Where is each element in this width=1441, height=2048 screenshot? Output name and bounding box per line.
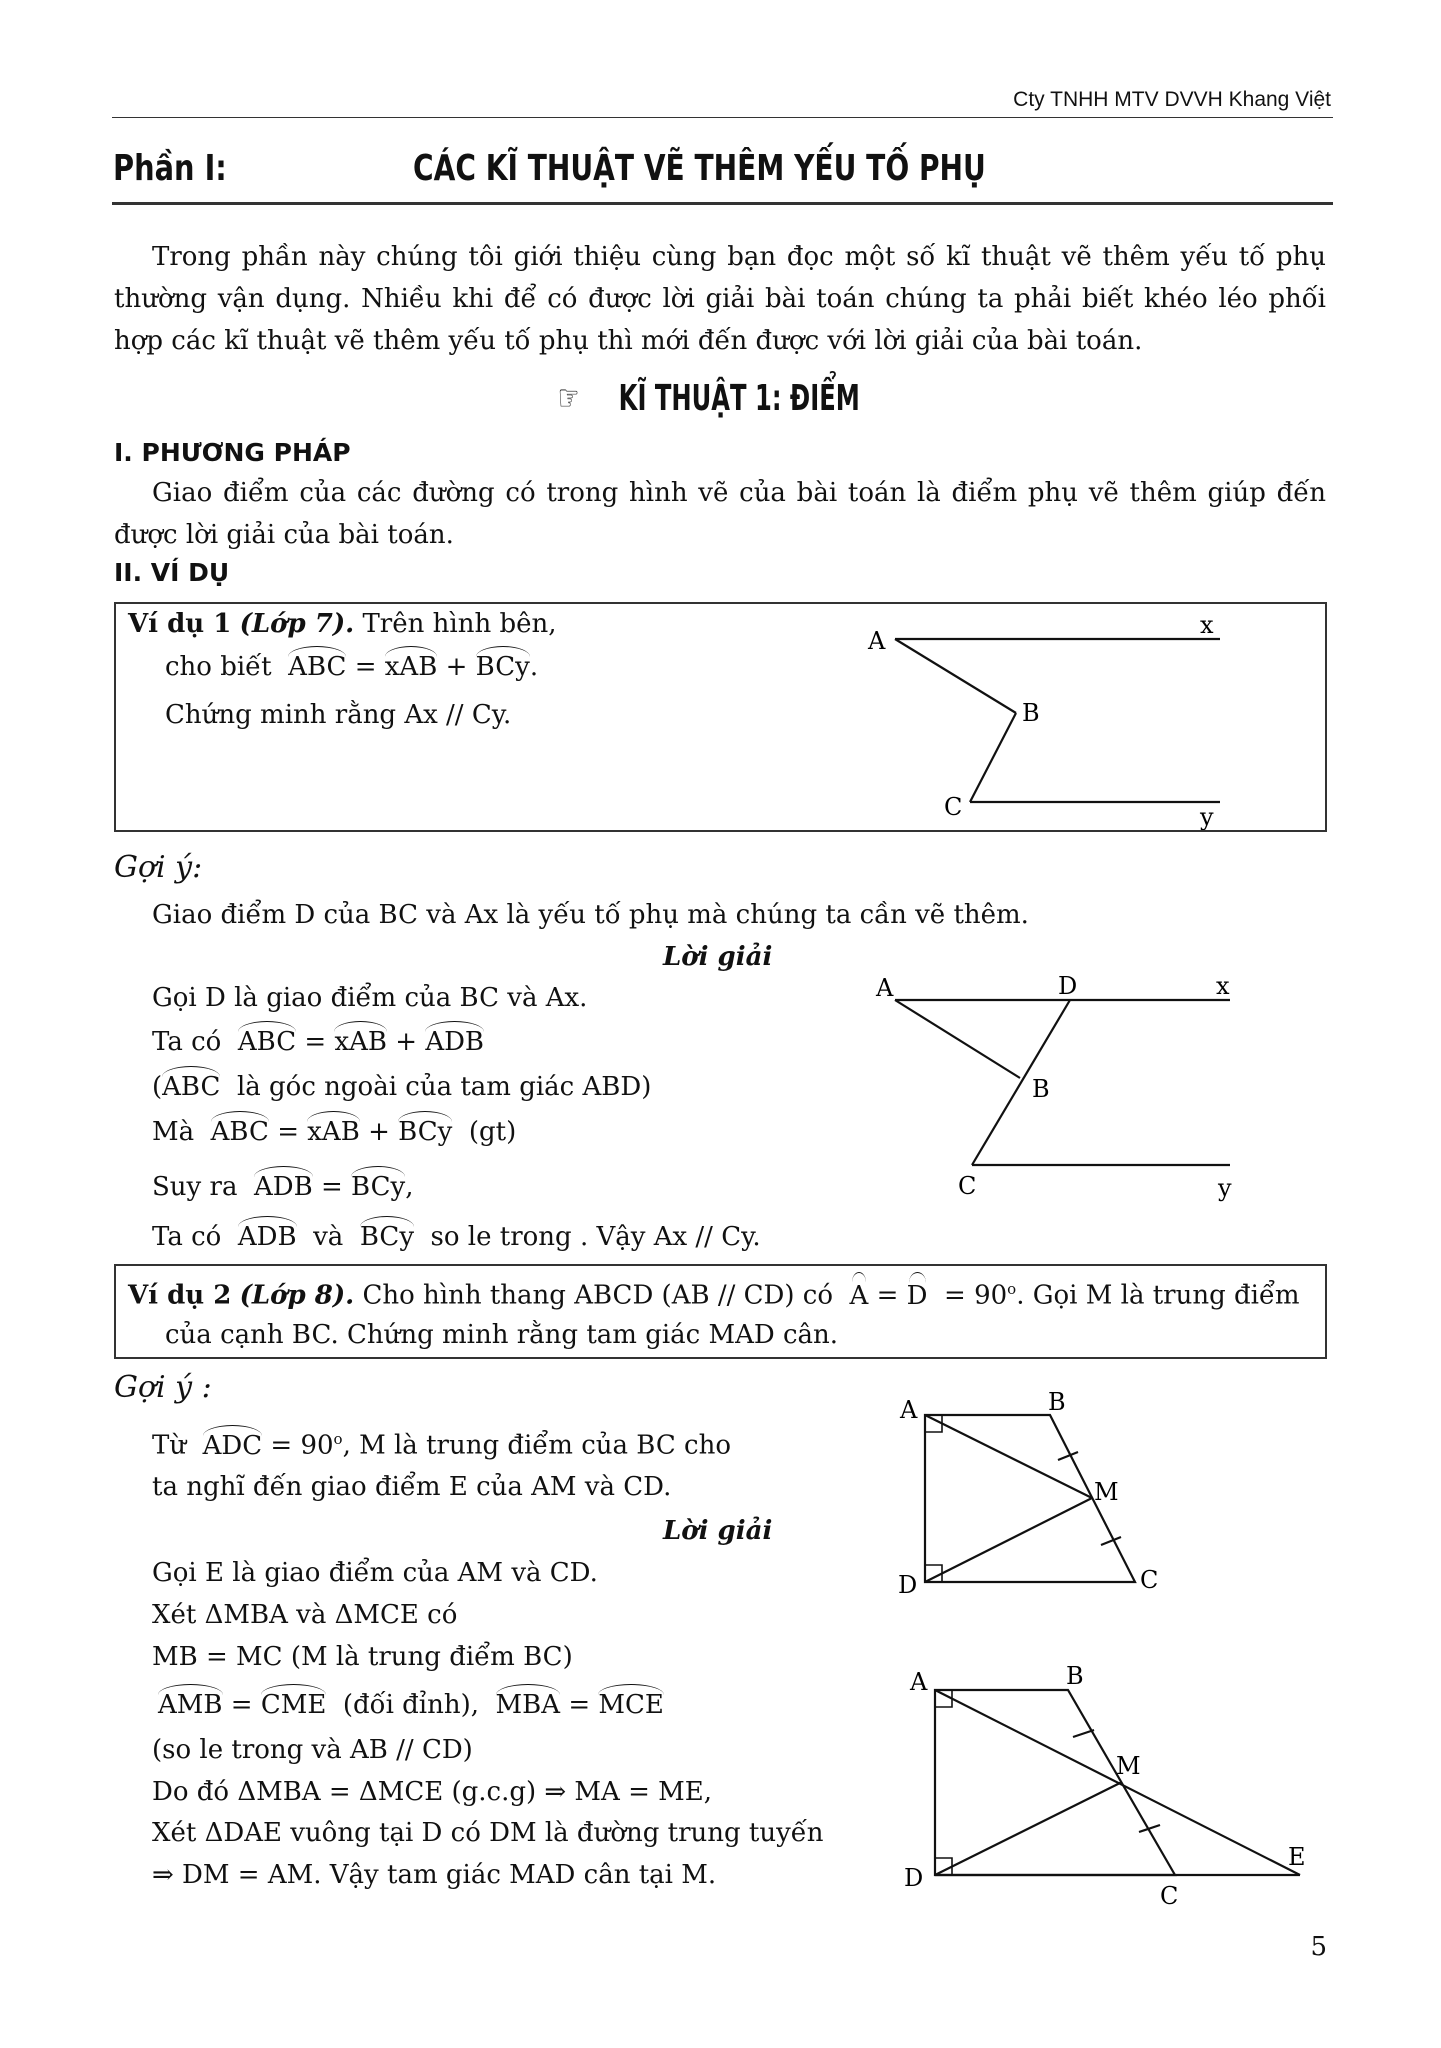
- header-rule: [112, 117, 1333, 118]
- title-rule: [112, 202, 1333, 205]
- hint1-text: Giao điểm D của BC và Ax là yếu tố phụ mà chúng ta cần vẽ thêm.: [152, 900, 1029, 930]
- page-number: 5: [1310, 1932, 1327, 1962]
- fig1-label-y: y: [1200, 803, 1214, 830]
- trap1-label-D: D: [898, 1571, 918, 1599]
- solution1-line5: Suy ra ADB = BCy,: [152, 1172, 414, 1202]
- method-heading: I. PHƯƠNG PHÁP: [114, 438, 351, 467]
- solution1-figure: [860, 960, 1260, 1205]
- fig1-label-B: B: [1022, 699, 1040, 727]
- fig2-label-x: x: [1216, 972, 1230, 1000]
- fig2-label-A: A: [876, 974, 894, 1002]
- fig1-label-x: x: [1200, 611, 1214, 639]
- fig1-label-A: A: [868, 627, 886, 655]
- solution2-line1: Gọi E là giao điểm của AM và CD.: [152, 1558, 598, 1588]
- solution1-line2: Ta có ABC = xAB + ADB: [152, 1027, 485, 1057]
- fig2-label-y: y: [1218, 1174, 1232, 1202]
- trapezoid-figure-2: [880, 1660, 1320, 1910]
- example1-line3: Chứng minh rằng Ax // Cy.: [165, 700, 512, 730]
- trap2-label-B: B: [1066, 1662, 1084, 1690]
- trapezoid-figure-1: [880, 1390, 1200, 1600]
- solution1-line6: Ta có ADB và BCy so le trong . Vậy Ax // Cy.: [152, 1222, 761, 1252]
- example1-line1: Ví dụ 1 (Lớp 7). Trên hình bên,: [128, 609, 557, 639]
- trap2-label-A: A: [910, 1668, 928, 1696]
- fig2-label-C: C: [958, 1172, 977, 1200]
- pointing-hand-icon: ☞: [557, 378, 580, 419]
- hint2-line1: Từ ADC = $90^o$, M là trung điểm của BC cho: [152, 1430, 732, 1461]
- solution2-line2: Xét ΔMBA và ΔMCE có: [152, 1600, 458, 1630]
- solution2-line4: AMB = CME (đối đỉnh), MBA = MCE: [158, 1690, 664, 1720]
- part-title: CÁC KĨ THUẬT VẼ THÊM YẾU TỐ PHỤ: [413, 148, 986, 189]
- trap1-label-A: A: [900, 1396, 918, 1424]
- section-heading: [0, 378, 1441, 419]
- fig2-label-D: D: [1058, 972, 1078, 1000]
- solution1-line1: Gọi D là giao điểm của BC và Ax.: [152, 983, 588, 1013]
- solution1-line4: Mà ABC = xAB + BCy (gt): [152, 1117, 517, 1147]
- hint2-title: Gợi ý :: [114, 1370, 212, 1405]
- trap1-label-C: C: [1140, 1566, 1159, 1594]
- solution2-line7: Xét ΔDAE vuông tại D có DM là đường trung tuyến: [152, 1818, 824, 1848]
- solution2-line8: ⇒ DM = AM. Vậy tam giác MAD cân tại M.: [152, 1860, 717, 1890]
- method-text: Giao điểm của các đường có trong hình vẽ của bài toán là điểm phụ vẽ thêm giúp đến được lời giải của bài toán.: [114, 478, 1326, 550]
- example1-figure: [860, 605, 1260, 830]
- solution2-title: Lời giải: [663, 1516, 773, 1546]
- fig1-label-C: C: [944, 793, 963, 821]
- trap1-label-B: B: [1048, 1390, 1066, 1416]
- example1-line2: cho biết ABC = xAB + BCy.: [165, 652, 539, 682]
- fig2-label-B: B: [1032, 1075, 1050, 1103]
- trap2-label-E: E: [1288, 1843, 1306, 1871]
- solution2-line5: (so le trong và AB // CD): [152, 1735, 473, 1765]
- trap1-label-M: M: [1094, 1478, 1119, 1506]
- solution2-line6: Do đó ΔMBA = ΔMCE (g.c.g) ⇒ MA = ME,: [152, 1777, 713, 1807]
- part-label: Phần I:: [113, 148, 227, 189]
- hint2-line2: ta nghĩ đến giao điểm E của AM và CD.: [152, 1472, 672, 1502]
- examples-heading: II. VÍ DỤ: [114, 558, 230, 587]
- running-header: Cty TNHH MTV DVVH Khang Việt: [1013, 88, 1331, 111]
- solution1-line3: (ABC là góc ngoài của tam giác ABD): [152, 1072, 652, 1102]
- trap2-label-M: M: [1116, 1752, 1141, 1780]
- example2-line1: Ví dụ 2 (Lớp 8). Cho hình thang ABCD (AB // CD) có $A = D = 90^o$. Gọi M là trung điểm: [128, 1280, 1300, 1311]
- solution2-line3: MB = MC (M là trung điểm BC): [152, 1642, 573, 1672]
- trap2-label-D: D: [904, 1864, 924, 1892]
- intro-paragraph: Trong phần này chúng tôi giới thiệu cùng bạn đọc một số kĩ thuật vẽ thêm yếu tố phụ thường vận dụng. Nhiều khi để có được lời giải bài toán chúng ta phải biết khéo léo phối hợp các kĩ thuật vẽ thêm yếu tố phụ thì mới đến được với lời giải của bài toán.: [114, 242, 1326, 356]
- example2-line2: của cạnh BC. Chứng minh rằng tam giác MAD cân.: [165, 1320, 839, 1350]
- trap2-label-C: C: [1160, 1882, 1179, 1910]
- solution1-title: Lời giải: [663, 942, 773, 972]
- section-title: KĨ THUẬT 1: ĐIỂM: [618, 378, 860, 419]
- hint1-title: Gợi ý:: [114, 850, 203, 885]
